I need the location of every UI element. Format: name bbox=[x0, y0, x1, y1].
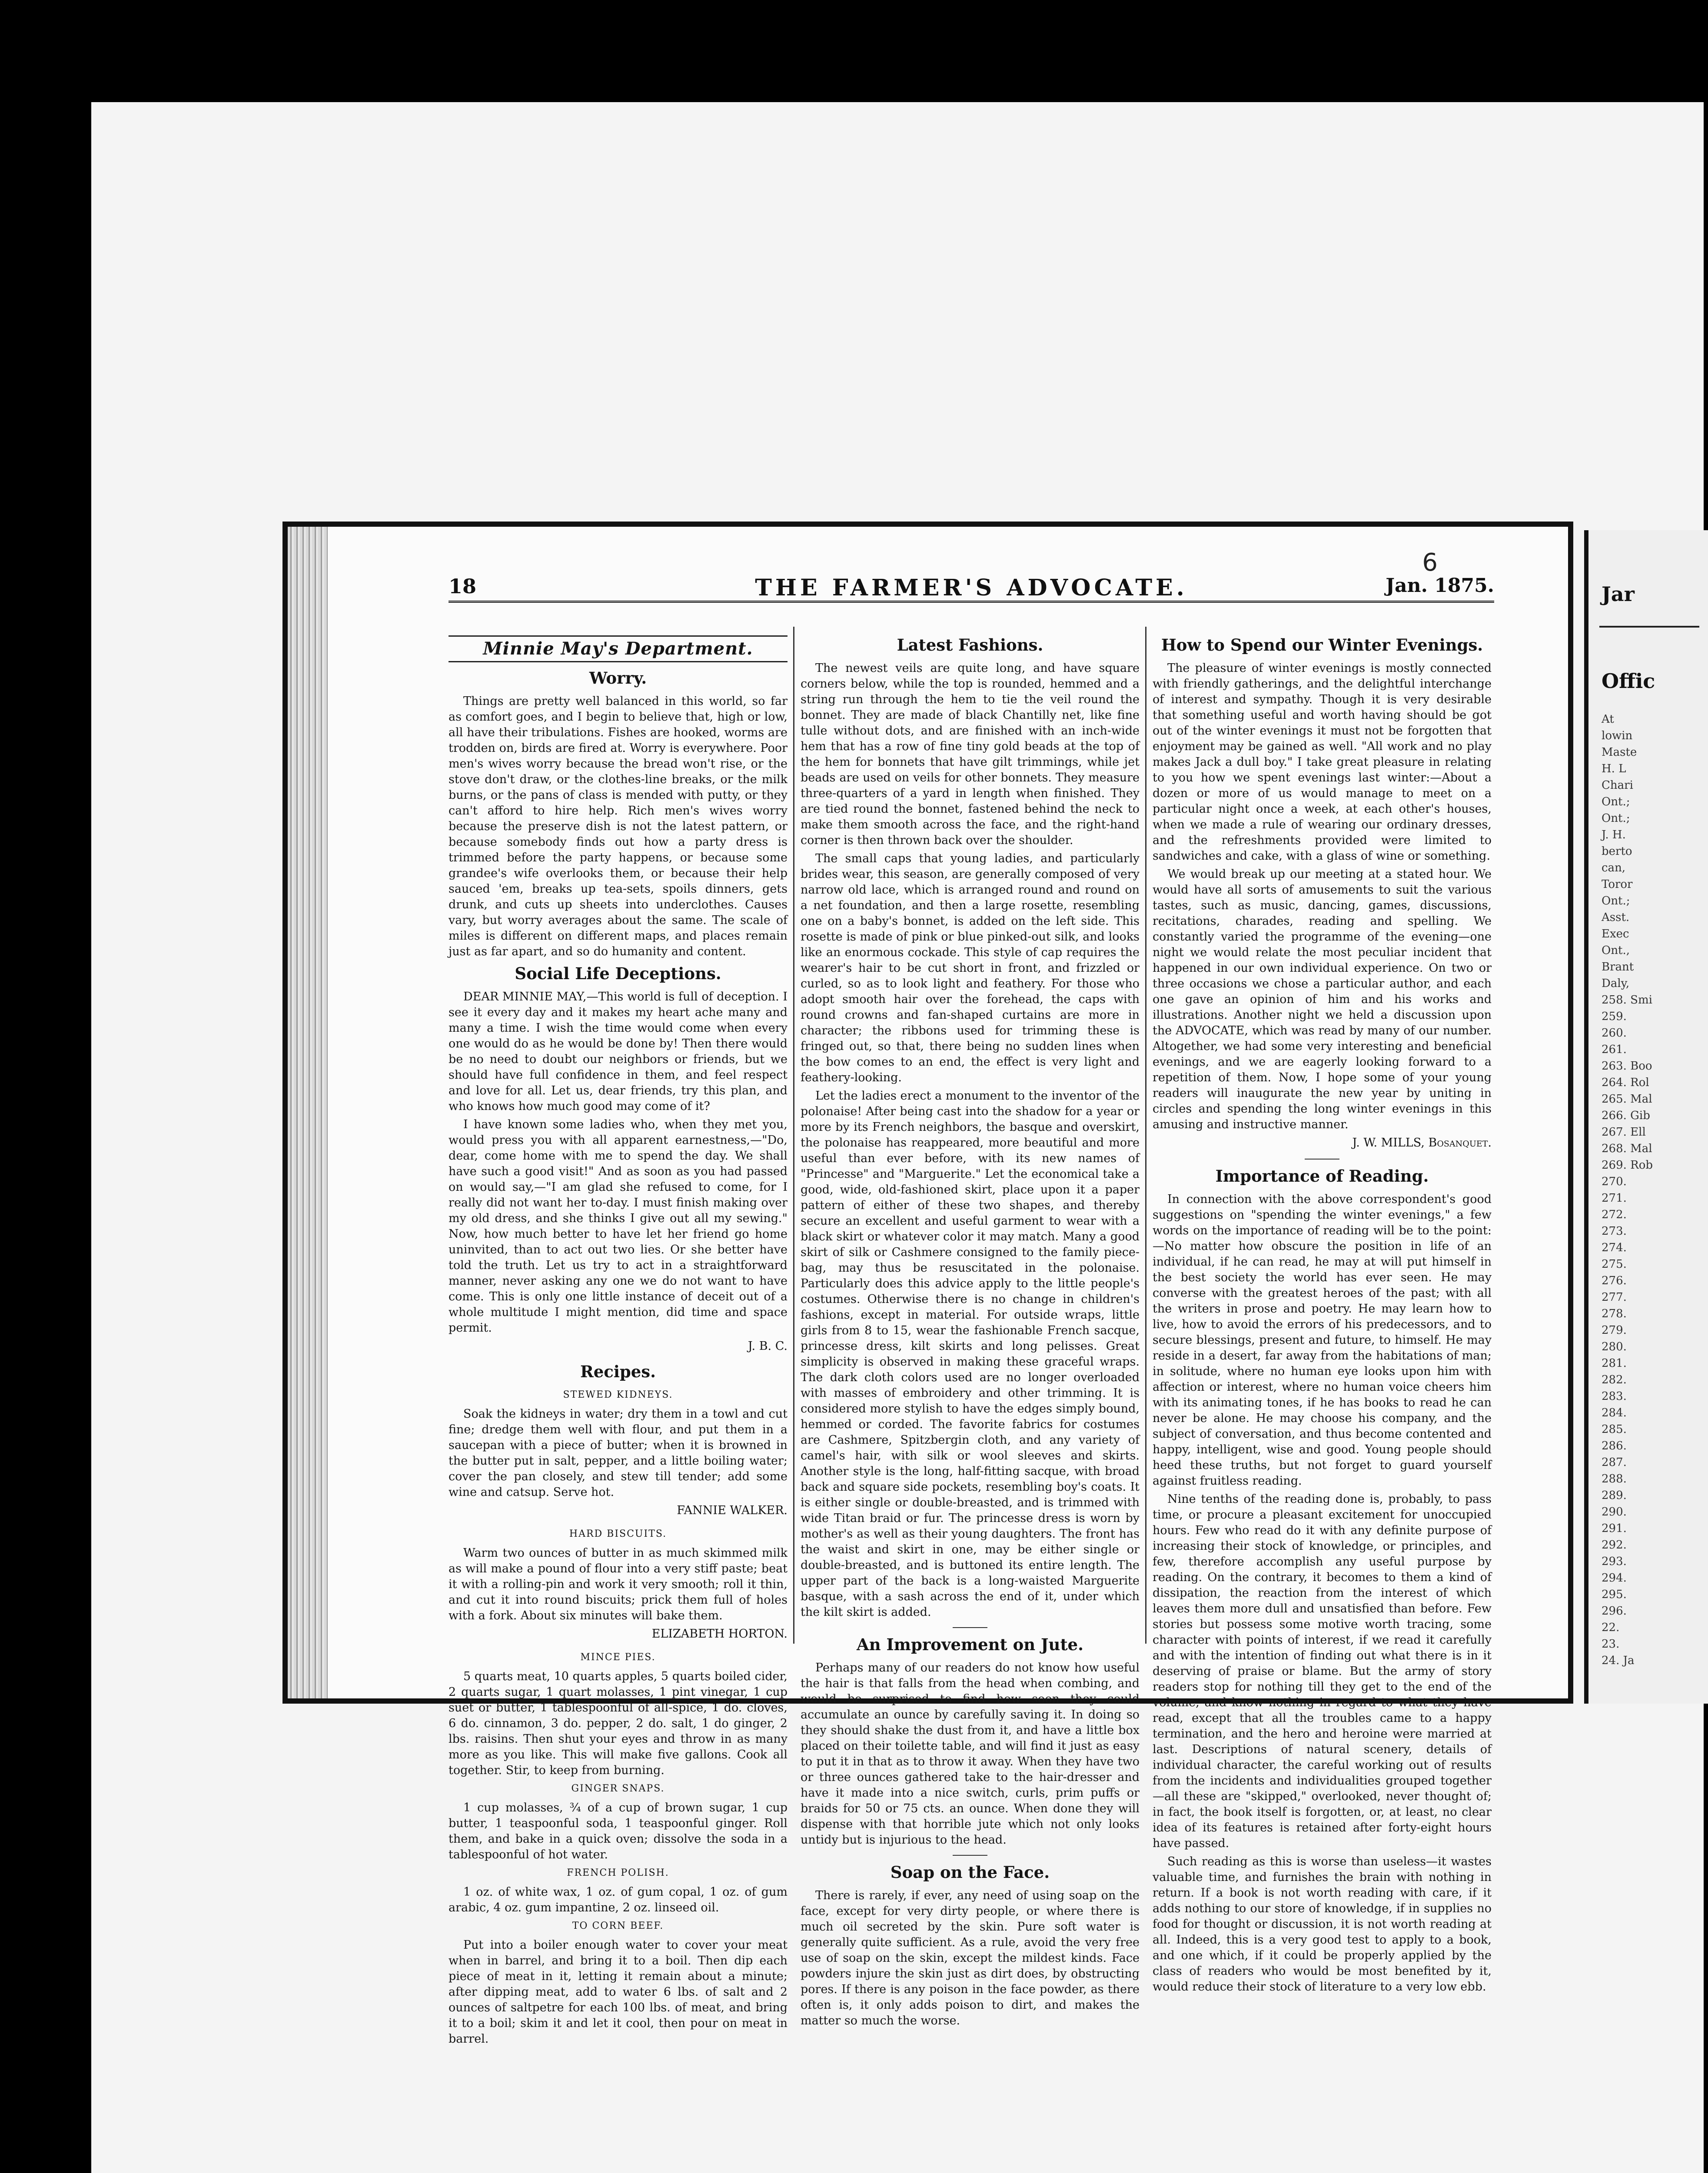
next-page-line: 277. bbox=[1602, 1291, 1627, 1304]
signature: ELIZABETH HORTON. bbox=[651, 1627, 788, 1641]
column-middle bbox=[801, 631, 1140, 2027]
next-page-line: 295. bbox=[1602, 1588, 1627, 1601]
recipe-title: MINCE PIES. bbox=[580, 1652, 656, 1663]
page-spine bbox=[288, 527, 328, 1698]
next-page-line: 264. Rol bbox=[1602, 1076, 1649, 1089]
next-page-line: 290. bbox=[1602, 1505, 1627, 1518]
page-header bbox=[449, 575, 1494, 603]
next-page-line: 275. bbox=[1602, 1258, 1627, 1271]
department-heading: Minnie May's Department. bbox=[449, 635, 788, 662]
next-page-line: 273. bbox=[1602, 1225, 1627, 1238]
signature: J. W. MILLS, Bosanquet. bbox=[1352, 1136, 1492, 1150]
next-page-line: 270. bbox=[1602, 1175, 1627, 1188]
next-page-line: Exec bbox=[1602, 927, 1629, 940]
next-page-header: Jar bbox=[1602, 582, 1635, 606]
recipe-body: Soak the kidneys in water; dry them in a towl and cut fine; dredge them well with flour, and put them in a saucepan with a piece of butter; when it is browned in the butter put in salt, pepper, and a little boiling water; cover the pan closely, and stew till tender; add some wine and catsup. Serve hot. bbox=[449, 1407, 788, 1499]
next-page-line: 272. bbox=[1602, 1208, 1627, 1221]
article-body: Perhaps many of our readers do not know how useful the hair is that falls from the head when combing, and would be surprised to find how soon they could accumulate an ounce by carefully saving it. In doing so they should shake the dust from it, and have a little box placed on their toilette table, and will find it just as easy to put it in that as to throw it away. When they have two or three ounces gathered take to the hair-dresser and have it made into a nice switch, curls, prim puffs or braids for 50 or 75 cts. an ounce. When done they will dispense with that horrible jute which not only looks untidy but is injurious to the head. bbox=[801, 1661, 1140, 1847]
masthead-title: THE FARMER'S ADVOCATE. bbox=[755, 575, 1188, 601]
column-right bbox=[1153, 631, 1492, 1994]
article-title-evenings: How to Spend our Winter Evenings. bbox=[1161, 635, 1483, 655]
next-page-line: berto bbox=[1602, 845, 1632, 858]
next-page-line: Asst. bbox=[1602, 911, 1630, 924]
recipe-body: Put into a boiler enough water to cover your meat when in barrel, and bring it to a boil. Then dip each piece of meat in it, letting it remain about a minute; after dipping meat, add to water 6 lbs. of salt and 2 ounces of saltpetre for each 100 lbs. of meat, and bring it to a boil; skim it and let it cool, then pour on meat in barrel. bbox=[449, 1938, 788, 2046]
next-page-line: 276. bbox=[1602, 1274, 1627, 1287]
next-page-line: 261. bbox=[1602, 1043, 1627, 1056]
issue-date: Jan. 1875. bbox=[1386, 575, 1494, 597]
next-page-line: 281. bbox=[1602, 1357, 1627, 1370]
next-page-line: 288. bbox=[1602, 1472, 1627, 1485]
article-body: Such reading as this is worse than useless—it wastes valuable time, and furnishes the brain with nothing in return. If a book is not worth reading with care, if it adds nothing to our store of knowledge, if in supplies no food for thought or discussion, it is not worth reading at all. Indeed, this is a very good test to apply to a book, and one which, if it could be properly applied by the class of readers who would be most benefited by it, would reduce their stock of literature to a very low ebb. bbox=[1153, 1855, 1492, 1994]
recipe-title: TO CORN BEEF. bbox=[572, 1920, 664, 1931]
next-page-line: 291. bbox=[1602, 1522, 1627, 1535]
article-title-jute: An Improvement on Jute. bbox=[857, 1635, 1083, 1654]
next-page-line: Ont.; bbox=[1602, 894, 1630, 907]
next-page-line: 258. Smi bbox=[1602, 993, 1652, 1007]
next-page-line: 293. bbox=[1602, 1555, 1627, 1568]
article-body: The small caps that young ladies, and particularly brides wear, this season, are generally composed of very narrow old lace, which is arranged round and round on a net foundation, and then a large rosette, resembling one on a baby's bonnet, is added on the left side. This rosette is made of pink or blue pinked-out silk, and looks like an enormous cockade. This style of cap requires the wearer's hair to be cut short in front, and frizzled or curled, so as to look light and feathery. For those who adopt smooth hair over the forehead, the caps with round crowns and fan-shaped curtains are more in character; the ribbons used for trimming these is fringed out, so that, there being no sudden lines when the bow comes to an end, the effect is very light and feathery-looking. bbox=[801, 852, 1140, 1084]
next-page-line: Chari bbox=[1602, 779, 1633, 792]
next-page-line: Daly, bbox=[1602, 977, 1630, 990]
recipe-body: 1 cup molasses, ¾ of a cup of brown sugar, 1 cup butter, 1 teaspoonful soda, 1 teaspoonful ginger. Roll them, and bake in a quick oven; dissolve the soda in a tablespoonful of hot water. bbox=[449, 1801, 788, 1861]
next-page-line: J. H. bbox=[1602, 828, 1626, 841]
next-page-line: 268. Mal bbox=[1602, 1142, 1652, 1155]
newspaper-page bbox=[282, 522, 1573, 2046]
next-page-line: Ont., bbox=[1602, 944, 1630, 957]
next-page-line: 296. bbox=[1602, 1605, 1627, 1618]
recipe-title: HARD BISCUITS. bbox=[569, 1528, 667, 1539]
article-title-fashions: Latest Fashions. bbox=[897, 635, 1043, 655]
next-page-line: Ont.; bbox=[1602, 812, 1630, 825]
next-page-line: lowin bbox=[1602, 729, 1633, 742]
next-page-line: H. L bbox=[1602, 762, 1626, 775]
next-page-line: At bbox=[1602, 713, 1614, 726]
next-page-strip bbox=[1584, 530, 1708, 1704]
signature: J. B. C. bbox=[748, 1339, 788, 1353]
article-title-recipes: Recipes. bbox=[580, 1362, 656, 1381]
article-body: We would break up our meeting at a stated hour. We would have all sorts of amusements to suit the various tastes, such as music, dancing, games, discussions, recitations, charades, reading and spelling. We constantly varied the programme of the evening—one night we would relate the most peculiar incident that happened in our own individual experience. On two or three occasions we chose a particular author, and each one gave an opinion of him and his works and illustrations. Another night we held a discussion upon the ADVOCATE, which was read by many of our number. Altogether, we had some very interesting and beneficial evenings, and we are eagerly looking forward to a repetition of them. Now, I hope some of your young readers will inaugurate the new year by uniting in circles and spending the long winter evenings in this amusing and instructive manner. bbox=[1153, 867, 1492, 1131]
next-page-line: 259. bbox=[1602, 1010, 1627, 1023]
next-page-heading: Offic bbox=[1602, 669, 1655, 693]
next-page-line: 280. bbox=[1602, 1340, 1627, 1353]
recipe-body: Warm two ounces of butter in as much skimmed milk as will make a pound of flour into a very stiff paste; beat it with a rolling-pin and work it very smooth; roll it thin, and cut it into round biscuits; prick them full of holes with a fork. About six minutes will bake them. bbox=[449, 1546, 788, 1622]
next-page-line: 271. bbox=[1602, 1192, 1627, 1205]
next-page-line: Ont.; bbox=[1602, 795, 1630, 808]
next-page-line: 284. bbox=[1602, 1406, 1627, 1419]
article-body: I have known some ladies who, when they met you, would press you with all apparent earnestness,—"Do, dear, come home with me to spend the day. We shall have such a good visit!" And as soon as you had passed on would say,—"I am glad she refused to come, for I really did not want her to-day. I must finish making over my old dress, and she thinks I give out all my sewing." Now, how much better to have let her friend go home uninvited, than to act out two lies. Or she better have told the truth. Let us try to act in a straightforward manner, never asking any one we do not want to have come. This is only one little instance of deceit out of a whole multitude I might mention, did time and space permit. bbox=[449, 1118, 788, 1335]
recipe-title: FRENCH POLISH. bbox=[567, 1867, 669, 1878]
next-page-line: Maste bbox=[1602, 746, 1637, 759]
next-page-line: 286. bbox=[1602, 1439, 1627, 1452]
next-page-line: 266. Gib bbox=[1602, 1109, 1650, 1122]
next-page-line: 24. Ja bbox=[1602, 1654, 1635, 1667]
signature: FANNIE WALKER. bbox=[677, 1504, 788, 1517]
article-body: In connection with the above correspondent's good suggestions on "spending the winter evenings," a few words on the importance of reading will be to the point:—No matter how obscure the position in life of an individual, if he can read, he may at will put himself in the best society the world has ever seen. He may converse with the greatest heroes of the past; with all the writers in prose and poetry. He may learn how to live, how to avoid the errors of his predecessors, and to secure blessings, present and future, to himself. He may reside in a desert, far away from the habitations of man; in solitude, where no human eye looks upon him with affection or interest, where no human voice cheers him with its animating tones, if he has books to read he can never be alone. He may choose his company, and the subject of conversation, and thus become contented and happy, intelligent, wise and good. Young people should heed these truths, but not forget to guard yourself against fruitless reading. bbox=[1153, 1193, 1492, 1488]
article-body: Let the ladies erect a monument to the inventor of the polonaise! After being cast into the shadow for a year or more by its French neighbors, the basque and overskirt, the polonaise has reappeared, more beautiful and more useful than ever before, with its new names of "Princesse" and "Marguerite." Let the economical take a good, wide, old-fashioned skirt, place upon it a paper pattern of either of these two shapes, and thereby secure an excellent and useful garment to wear with a black skirt or whatever color it may match. Many a good skirt of silk or Cashmere consigned to the family piece-bag, may thus be resuscitated in the polonaise. Particularly does this advice apply to the little people's costumes. Otherwise there is no change in children's fashions, except in material. For outside wraps, little girls from 8 to 15, wear the fashionable French sacque, princesse dress, kilt skirts and long pelisses. Great simplicity is observed in making these graceful wraps. The dark cloth colors used are no longer overloaded with masses of embroidery and other trimming. It is considered more stylish to have the edges simply bound, hemmed or corded. The favorite fabrics for costumes are Cashmere, Spitzbergin cloth, and any variety of camel's hair, with silk or wool sleeves and skirts. Another style is the long, half-fitting sacque, with broad back and square side pockets, resembling boy's coats. It is either single or double-breasted, and is trimmed with wide Titan braid or fur. The princesse dress is worn by mother's as well as their young daughters. The front has the waist and skirt in one, may be either single or double-breasted, and is buttoned its entire length. The upper part of the back is a long-waisted Marguerite basque, with a sash across the end of it, under which the kilt skirt is added. bbox=[801, 1089, 1140, 1619]
article-body: Nine tenths of the reading done is, probably, to pass time, or procure a pleasant excitement for unoccupied hours. Few who read do it with any definite purpose of increasing their stock of knowledge, or principles, and few, therefore accomplish any useful purpose by reading. On the contrary, it becomes to them a kind of dissipation, the reaction from the interest of which leaves them more dull and unsatisfied than before. Few stories but possess some motive worth tracing, some character with points of interest, if we read it carefully and with the intention of finding out what there is in it deserving of praise or blame. But the army of story readers stop for nothing till they get to the end of the volume, and know nothing in regard to what they have read, except that all the troubles came to a happy termination, and the hero and heroine were married at last. Descriptions of natural scenery, details of individual character, the careful working out of results from the incidents and individualities grouped together—all these are "skipped," overlooked, never thought of; in fact, the book itself is forgotten, or, at least, no clear idea of its features is retained after forty-eight hours have passed. bbox=[1153, 1492, 1492, 1850]
article-title-soap: Soap on the Face. bbox=[890, 1863, 1050, 1882]
next-page-line: 294. bbox=[1602, 1572, 1627, 1585]
article-body: DEAR MINNIE MAY,—This world is full of deception. I see it every day and it makes my heart ache many and many a time. I wish the time would come when every one would do as he would be done by! Then there would be no need to doubt our neighbors or friends, but we should have full confidence in them, and feel respect and love for all. Let us, dear friends, try this plan, and who knows how much good may come of it? bbox=[449, 990, 788, 1113]
article-title-social: Social Life Deceptions. bbox=[515, 964, 721, 983]
next-page-line: 282. bbox=[1602, 1373, 1627, 1386]
recipe-title: STEWED KIDNEYS. bbox=[563, 1389, 673, 1400]
next-page-line: 285. bbox=[1602, 1423, 1627, 1436]
column-left bbox=[449, 631, 788, 2046]
article-body: There is rarely, if ever, any need of using soap on the face, except for very dirty people, or where there is much oil secreted by the skin. Pure soft water is generally quite sufficient. As a rule, avoid the very free use of soap on the skin, except the mildest kinds. Face powders injure the skin just as dirt does, by obstructing pores. If there is any poison in the face powder, as there often is, it only adds poison to dirt, and makes the matter so much the worse. bbox=[801, 1889, 1140, 2027]
next-page-line: 22. bbox=[1602, 1621, 1620, 1634]
handwritten-page-note: 6 bbox=[1422, 548, 1438, 577]
next-page-line: 283. bbox=[1602, 1390, 1627, 1403]
article-body: The pleasure of winter evenings is mostly connected with friendly gatherings, and the delightful interchange of interest and sympathy. Though it is very desirable that something useful and worth having should be got out of the winter evenings it must not be forgotten that enjoyment may be gained as well. "All work and no play makes Jack a dull boy." I take great pleasure in relating to you how we spent evenings last winter:—About a dozen or more of us would manage to meet on a particular night once a week, at each other's houses, when we made a rule of wearing our ordinary dresses, and the refreshments provided were limited to sandwiches and cake, with a glass of wine or something. bbox=[1153, 661, 1492, 863]
article-body: Things are pretty well balanced in this world, so far as comfort goes, and I begin to believe that, high or low, all have their tribulations. Fishes are hooked, worms are trodden on, birds are fired at. Worry is everywhere. Poor men's wives worry because the bread won't rise, or the stove don't draw, or the clothes-line breaks, or the milk burns, or the pans of class is mended with putty, or they can't afford to hire help. Rich men's wives worry because the preserve dish is not the latest pattern, or because somebody finds out how a party dress is trimmed before the party happens, or because some grandee's wife overlooks them, or because their help sauced 'em, breaks up tea-sets, spoils dinners, gets drunk, and cuts up sheets into underclothes. Causes vary, but worry averages about the same. The scale of miles is different on different maps, and places remain just as far apart, and so do humanity and content. bbox=[449, 694, 788, 958]
next-page-line: 292. bbox=[1602, 1538, 1627, 1552]
next-page-line: 278. bbox=[1602, 1307, 1627, 1320]
section-divider bbox=[1305, 1159, 1339, 1160]
next-page-line: Brant bbox=[1602, 960, 1634, 974]
next-page-line: 265. Mal bbox=[1602, 1093, 1652, 1106]
column-rule bbox=[1145, 627, 1146, 1644]
page-number: 18 bbox=[449, 575, 477, 598]
next-page-line: 263. Boo bbox=[1602, 1060, 1652, 1073]
next-page-line: 274. bbox=[1602, 1241, 1627, 1254]
next-page-line: 23. bbox=[1602, 1638, 1620, 1651]
header-rule bbox=[1599, 626, 1699, 628]
recipe-body: 5 quarts meat, 10 quarts apples, 5 quarts boiled cider, 2 quarts sugar, 1 quart molasses, 1 pint vinegar, 1 cup suet or butter, 1 tablespoonful of all-spice, 1 do. cloves, 6 do. cinnamon, 3 do. pepper, 2 do. salt, 1 do ginger, 2 lbs. raisins. Then shut your eyes and throw in as many more as you like. This will make five gallons. Cook all together. Stir, to keep from burning. bbox=[449, 1670, 788, 1777]
next-page-line: 279. bbox=[1602, 1324, 1627, 1337]
article-title-worry: Worry. bbox=[589, 668, 647, 688]
section-divider bbox=[953, 1627, 987, 1628]
next-page-line: 287. bbox=[1602, 1456, 1627, 1469]
next-page-line: 267. Ell bbox=[1602, 1126, 1646, 1139]
article-title-reading: Importance of Reading. bbox=[1215, 1166, 1429, 1186]
next-page-line: can, bbox=[1602, 861, 1626, 874]
next-page-line: Toror bbox=[1602, 878, 1633, 891]
next-page-line: 260. bbox=[1602, 1027, 1627, 1040]
next-page-line: 269. Rob bbox=[1602, 1159, 1653, 1172]
recipe-title: GINGER SNAPS. bbox=[571, 1783, 665, 1794]
next-page-line: 289. bbox=[1602, 1489, 1627, 1502]
section-divider bbox=[953, 1855, 987, 1856]
recipe-body: 1 oz. of white wax, 1 oz. of gum copal, 1 oz. of gum arabic, 4 oz. gum impantine, 2 oz. linseed oil. bbox=[449, 1885, 788, 1914]
article-body: The newest veils are quite long, and have square corners below, while the top is rounded, hemmed and a string run through the hem to tie the veil round the bonnet. They are made of black Chantilly net, like fine tulle without dots, and are finished with an inch-wide hem that has a row of fine tiny gold beads at the top of the hem for bonnets that have gilt trimmings, while jet beads are used on veils for other bonnets. They measure three-quarters of a yard in length when finished. They are tied round the bonnet, fastened behind the neck to make them smooth across the face, and the right-hand corner is then thrown back over the shoulder. bbox=[801, 661, 1140, 847]
column-rule bbox=[793, 627, 794, 1644]
